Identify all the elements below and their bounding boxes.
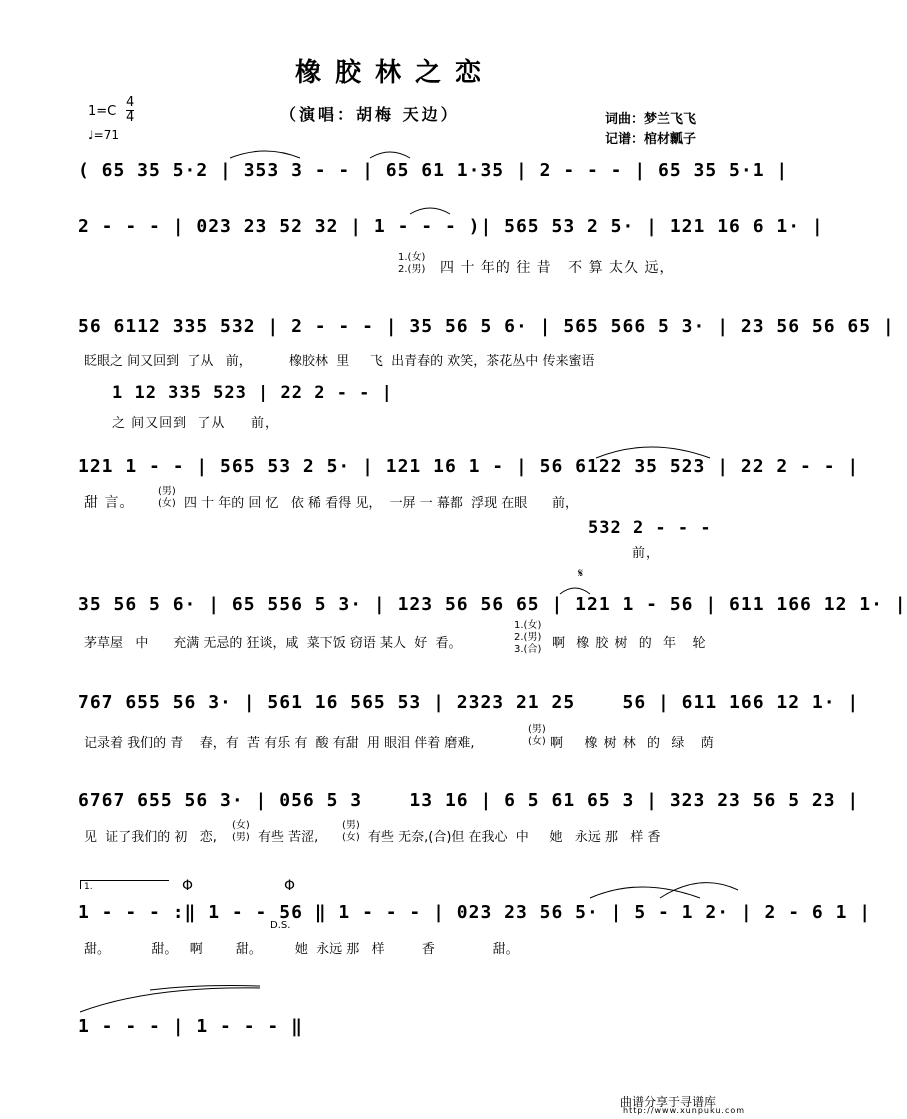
lyric-row-4-sub: 前， [632,546,661,561]
lyric-row-3-sub: 之 间又回到 了从 前， [112,416,280,431]
lyric-row-2: 四 十 年的 往 昔 不 算 太久 远， [440,260,675,276]
score-row-9-notes: 1 - - - | 1 - - - ‖ [78,1016,303,1037]
lyric-row-8: 甜。 甜。 啊 甜。 她 永远 那 样 香 甜。 [84,942,519,957]
lyric-row-7-b: 有些 苦涩, [258,830,319,845]
footer-site-url: http://www.xunpuku.com [623,1106,746,1115]
voice-tags-row-5: 1.(女) 2.(男) 3.(合) [514,620,542,655]
lyric-row-6: 记录着 我们的 青 春，有 苦 有乐 有 酸 有甜 用 眼泪 伴着 磨难, [84,736,475,751]
lyric-row-5: 茅草屋 中 充满 无忌的 狂谈，咸 菜下饭 窃语 某人 好 看。 [84,636,462,651]
segno-sign: 𝄋 [578,566,584,580]
score-row-2-notes: 2 - - - | 023 23 52 32 | 1 - - - )| 565 53 2 5· | 121 16 6 1· | [78,216,824,237]
coda-sign-2: Φ [284,878,296,894]
voice-tags-row-2: 1.(女) 2.(男) [398,252,426,275]
score-row-4-sub-notes: 532 2 - - - [588,518,712,538]
lyric-row-4-a: 甜 言。 [84,495,135,511]
voice-tags-row-7-a: (女) (男) [232,820,250,843]
voice-tags-row-4: (男) (女) [158,486,176,509]
lyric-row-3: 眨眼之 间又回到 了从 前， 橡胶林 里 飞 出青春的 欢笑，茶花丛中 传来蜜语 [84,354,595,369]
footer-site-name: 曲谱分享于寻谱库 [620,1095,717,1109]
key-signature: 1=C [88,104,117,119]
score-row-3-sub-notes: 1 12 335 523 | 22 2 - - | [112,383,393,403]
voice-tags-row-6: (男) (女) [528,724,546,747]
lyric-row-7-c: 有些 无奈,(合)但 在我心 中 她 永远 那 样 香 [368,830,661,845]
slur-8 [80,988,260,1012]
score-row-5-notes: 35 56 5 6· | 65 556 5 3· | 123 56 56 65 | 121 1 - 56 | 611 166 12 1· | [78,594,907,615]
singers-line: （演唱：胡梅 天边） [280,105,460,124]
volta-label: 1. [84,882,93,892]
coda-sign-1: Φ [182,878,194,894]
score-row-8-notes: 1 - - - :‖ 1 - - 56 ‖ 1 - - - | 023 23 56 5· | 5 - 1 2· | 2 - 6 1 | [78,902,872,923]
transcriber-credit: 记谱：棺材瓤子 [605,132,697,147]
slur-1 [230,151,300,158]
lyric-row-4-b: 四 十 年的 回 忆 依 稀 看得 见， 一屏 一 幕都 浮现 在眼 前， [184,496,579,511]
score-row-7-notes: 6767 655 56 3· | 056 5 3 13 16 | 6 5 61 65 3 | 323 23 56 5 23 | [78,790,860,811]
lyric-row-5-b: 啊 橡 胶 树 的 年 轮 [552,636,707,651]
slur-4 [596,447,710,458]
time-signature-bottom: 4 [126,110,135,125]
score-row-4-notes: 121 1 - - | 565 53 2 5· | 121 16 1 - | 56 6122 35 523 | 22 2 - - | [78,456,860,477]
tempo-marking: ♩=71 [88,128,119,142]
slur-3 [410,208,450,214]
voice-tags-row-7-b: (男) (女) [342,820,360,843]
dal-segno-mark: D.S. [270,920,291,931]
time-signature-top: 4 [126,95,135,110]
lyricist-credit: 词曲：梦兰飞飞 [605,112,697,127]
score-row-3-notes: 56 6112 335 532 | 2 - - - | 35 56 5 6· | 565 566 5 3· | 23 56 56 65 | [78,316,895,337]
slur-6 [590,887,700,898]
song-title: 橡胶林之恋 [294,58,495,88]
lyric-row-6-b: 啊 橡 树 林 的 绿 荫 [550,736,715,751]
lyric-row-7-a: 见 证了我们的 初 恋, [84,830,217,845]
slur-5 [560,588,590,594]
score-row-6-notes: 767 655 56 3· | 561 16 565 53 | 2323 21 25 56 | 611 166 12 1· | [78,692,860,713]
score-row-1-notes: ( 65 35 5·2 | 353 3 - - | 65 61 1·35 | 2 - - - | 65 35 5·1 | [78,160,789,181]
slur-2 [370,152,410,158]
